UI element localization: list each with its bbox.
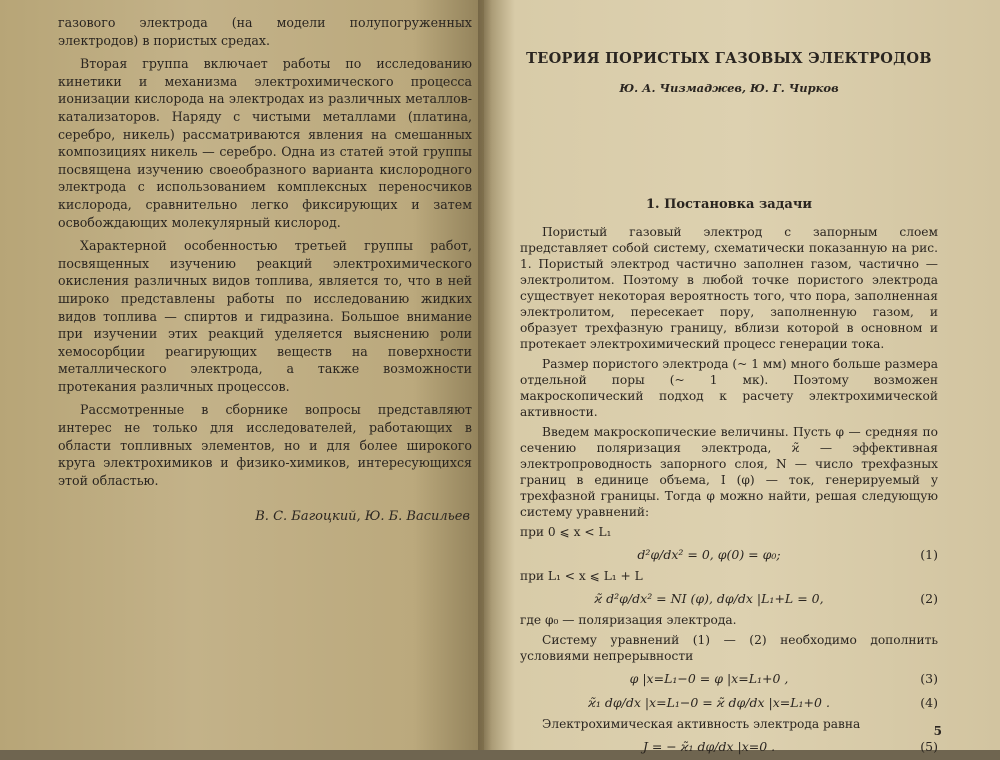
page-number: 5: [933, 724, 942, 738]
continuity-paragraph: Систему уравнений (1) — (2) необходимо дополнить условиями непрерывности: [520, 633, 938, 663]
equation-3: [520, 668, 938, 692]
left-paragraph-1: газового электрода (на модели полупогруженных электродов) в пористых средах.: [58, 15, 472, 48]
equation-5: [520, 736, 938, 760]
book-gutter: [478, 0, 492, 750]
equation-3-body: φ |x=L₁−0 = φ |x=L₁+0 ,: [629, 671, 789, 686]
equation-2-body: ϰ̃ d²φ/dx² = NI (φ), dφ/dx |L₁+L = 0,: [594, 591, 824, 606]
right-page: [484, 0, 1000, 754]
equation-2-number: (2): [920, 591, 938, 606]
equation-1: [520, 544, 938, 568]
condition-2: при L₁ < x ⩽ L₁ + L: [520, 569, 643, 583]
equation-5-body: J = − ϰ̃₁ dφ/dx |x=0 .: [642, 739, 776, 754]
section-heading: 1. Постановка задачи: [646, 197, 812, 212]
condition-1: при 0 ⩽ x < L₁: [520, 525, 612, 539]
equation-3-number: (3): [920, 671, 938, 686]
right-paragraph-1: Пористый газовый электрод с запорным слоем представляет собой систему, схематически показанную на рис. 1. Пористый электрод частично заполнен газом, частично — электролитом. Поэтому в любой точке пористого электрода существует некоторая вероятность того, что пора, заполненная электролитом, пересекает пору, заполненную газом, и образует трехфазную границу, вблизи которой в основном и протекает электрохимический процесс генерации тока.: [520, 225, 938, 351]
equation-1-body: d²φ/dx² = 0, φ(0) = φ₀;: [637, 547, 781, 562]
signature: В. С. Багоцкий, Ю. Б. Васильев: [255, 509, 470, 525]
article-title: ТЕОРИЯ ПОРИСТЫХ ГАЗОВЫХ ЭЛЕКТРОДОВ: [526, 50, 932, 67]
equation-4-number: (4): [920, 695, 938, 710]
left-paragraph-4: Рассмотренные в сборнике вопросы представляют интерес не только для исследователей, работающих в области топливных элементов, но и для более широкого круга электрохимиков и физико-химиков, интересующихся этой областью.: [58, 402, 472, 488]
equation-2: [520, 588, 938, 612]
after-equation-2: где φ₀ — поляризация электрода.: [520, 613, 737, 627]
equation-4-body: ϰ̃₁ dφ/dx |x=L₁−0 = ϰ̃ dφ/dx |x=L₁+0 .: [588, 695, 830, 710]
left-page: [0, 0, 486, 750]
left-paragraph-3: Характерной особенностью третьей группы работ, посвященных изучению реакций электрохимического окисления различных видов топлива, является то, что в ней широко представлены работы по исследованию жидких видов топлива — спиртов и гидразина. Большое внимание при изучении этих реакций уделяется выяснению роли хемосорбции реагирующих веществ на поверхности металлического электрода, а также возможности протекания различных процессов.: [58, 238, 472, 394]
article-authors: Ю. А. Чизмаджев, Ю. Г. Чирков: [619, 81, 839, 95]
equation-1-number: (1): [920, 547, 938, 562]
right-paragraph-3: Введем макроскопические величины. Пусть φ — средняя по сечению поляризация электрода, ϰ̃ — эффективная электропроводность запорного слоя, N — число трехфазных границ в единице объема, I (φ) — ток, генерируемый у трехфазной границы. Тогда φ можно найти, решая следующую систему уравнений:: [520, 425, 938, 519]
right-paragraph-2: Размер пористого электрода (~ 1 мм) много больше размера отдельной поры (~ 1 мк). Поэтому возможен макроскопический подход к расчету электрохимической активности.: [520, 357, 938, 419]
activity-paragraph: Электрохимическая активность электрода равна: [542, 717, 861, 731]
equation-4: [520, 692, 938, 716]
equation-5-number: (5): [920, 739, 938, 754]
left-paragraph-2: Вторая группа включает работы по исследованию кинетики и механизма электрохимического процесса ионизации кислорода на электродах из различных металлов-катализаторов. Наряду с чистыми металлами (платина, серебро, никель) рассматриваются явления на смешанных композициях никель — серебро. Одна из статей этой группы посвящена изучению своеобразного варианта кислородного электрода с использованием комплексных переносчиков кислорода, сравнительно легко фиксирующих и затем освобождающих молекулярный кислород.: [58, 56, 472, 230]
